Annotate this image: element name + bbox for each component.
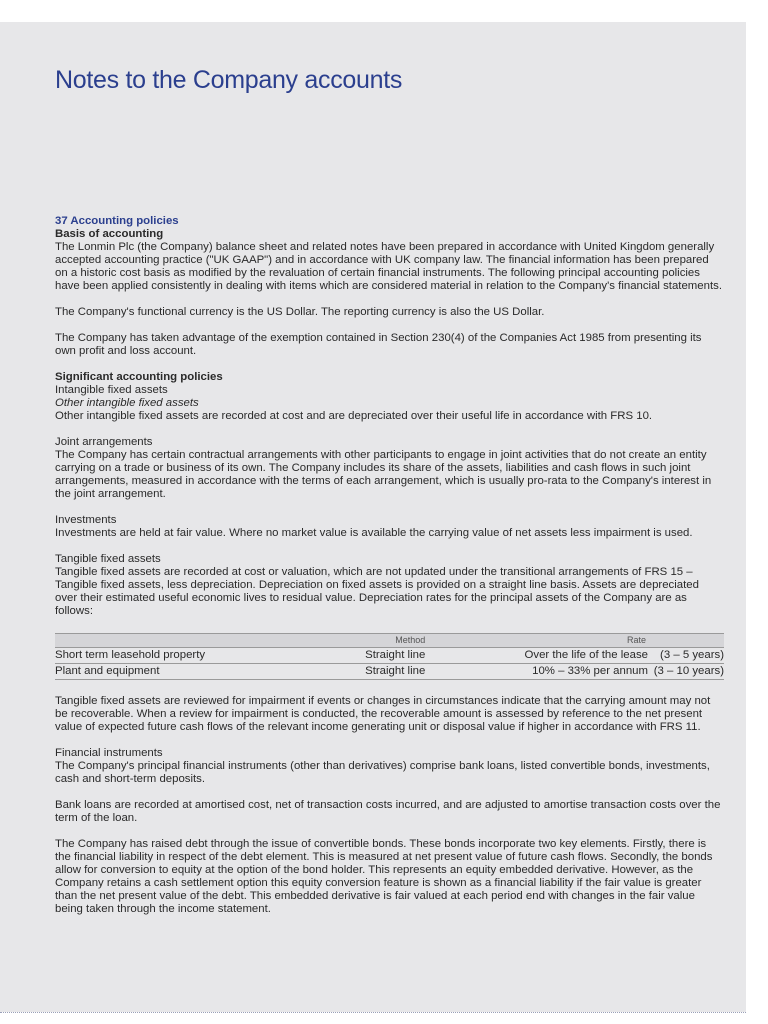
financial-instruments-heading: Financial instruments <box>55 747 163 759</box>
other-intangible-heading: Other intangible fixed assets <box>55 397 199 409</box>
investments-heading: Investments <box>55 514 117 526</box>
investments-text: Investments are held at fair value. Where no market value is available the carrying value of net assets less impairment is used. <box>55 527 693 539</box>
footer-divider <box>0 1012 746 1013</box>
rate-cell: Over the life of the lease <box>429 648 652 664</box>
financial-paragraph-2: Bank loans are recorded at amortised cost, net of transaction costs incurred, and are adjusted to amortise transaction costs over the term of the loan. <box>55 799 721 824</box>
page-title: Notes to the Company accounts <box>55 66 403 94</box>
method-cell: Straight line <box>317 648 429 664</box>
header-asset <box>55 634 317 648</box>
basis-paragraph-2: The Company's functional currency is the US Dollar. The reporting currency is also the US Dollar. <box>55 306 545 318</box>
header-method: Method <box>317 634 429 648</box>
section-heading: 37 Accounting policies <box>55 215 179 227</box>
joint-arrangements-text: The Company has certain contractual arrangements with other participants to engage in joint activities that do not create an entity carrying on a trade or business of its own. The Company includes its share of the assets, liabilities and cash flows in such joint arrangements, measured in accordance with the terms of each arrangement, which is usually pro-rata to the Company's interest in the joint arrangement. <box>55 449 712 500</box>
joint-arrangements-heading: Joint arrangements <box>55 436 153 448</box>
years-cell: (3 – 10 years) <box>652 664 724 680</box>
basis-paragraph-1: The Lonmin Plc (the Company) balance sheet and related notes have been prepared in accordance with United Kingdom generally accepted accounting practice ("UK GAAP") and in accordance with UK company law. The financial information has been prepared on a historic cost basis as modified by the revaluation of certain financial instruments. The following principal accounting policies have been applied consistently in dealing with items which are considered material in relation to the Company's financial statements. <box>55 241 722 292</box>
asset-cell: Short term leasehold property <box>55 648 317 664</box>
impairment-text: Tangible fixed assets are reviewed for impairment if events or changes in circumstances indicate that the carrying amount may not be recoverable. When a review for impairment is conducted, the recoverable amount is assessed by reference to the net present value of expected future cash flows of the relevant income generating unit or disposal value if higher in accordance with FRS 11. <box>55 695 711 733</box>
page-content <box>55 215 724 916</box>
tangible-heading: Tangible fixed assets <box>55 553 161 565</box>
tangible-text: Tangible fixed assets are recorded at cost or valuation, which are not updated under the transitional arrangements of FRS 15 – Tangible fixed assets, less depreciation. Depreciation on fixed assets is provided on a straight line basis. Assets are depreciated over their estimated useful economic lives to residual value. Depreciation rates for the principal assets of the Company are as follows: <box>55 566 699 617</box>
table-row <box>55 664 724 680</box>
table-row <box>55 648 724 664</box>
financial-paragraph-3: The Company has raised debt through the issue of convertible bonds. These bonds incorporate two key elements. Firstly, there is the financial liability in respect of the debt element. This is measured at net present value of future cash flows. Secondly, the bonds allow for conversion to equity at the option of the bond holder. This represents an equity embedded derivative. However, as the Company retains a cash settlement option this equity conversion feature is shown as a financial liability if the fair value is greater than the net present value of the debt. This embedded derivative is fair valued at each period end with changes in the fair value being taken through the income statement. <box>55 838 713 915</box>
asset-cell: Plant and equipment <box>55 664 317 680</box>
header-rate: Rate <box>429 634 724 648</box>
method-cell: Straight line <box>317 664 429 680</box>
financial-paragraph-1: The Company's principal financial instruments (other than derivatives) comprise bank loans, listed convertible bonds, investments, cash and short-term deposits. <box>55 760 710 785</box>
other-intangible-text: Other intangible fixed assets are recorded at cost and are depreciated over their useful life in accordance with FRS 10. <box>55 410 653 422</box>
depreciation-table <box>55 633 724 680</box>
years-cell: (3 – 5 years) <box>652 648 724 664</box>
significant-policies-heading: Significant accounting policies <box>55 371 223 383</box>
basis-paragraph-3: The Company has taken advantage of the exemption contained in Section 230(4) of the Companies Act 1985 from presenting its own profit and loss account. <box>55 332 702 357</box>
intangible-heading: Intangible fixed assets <box>55 384 168 396</box>
basis-heading: Basis of accounting <box>55 228 164 240</box>
rate-cell: 10% – 33% per annum <box>429 664 652 680</box>
table-header-row <box>55 634 724 648</box>
